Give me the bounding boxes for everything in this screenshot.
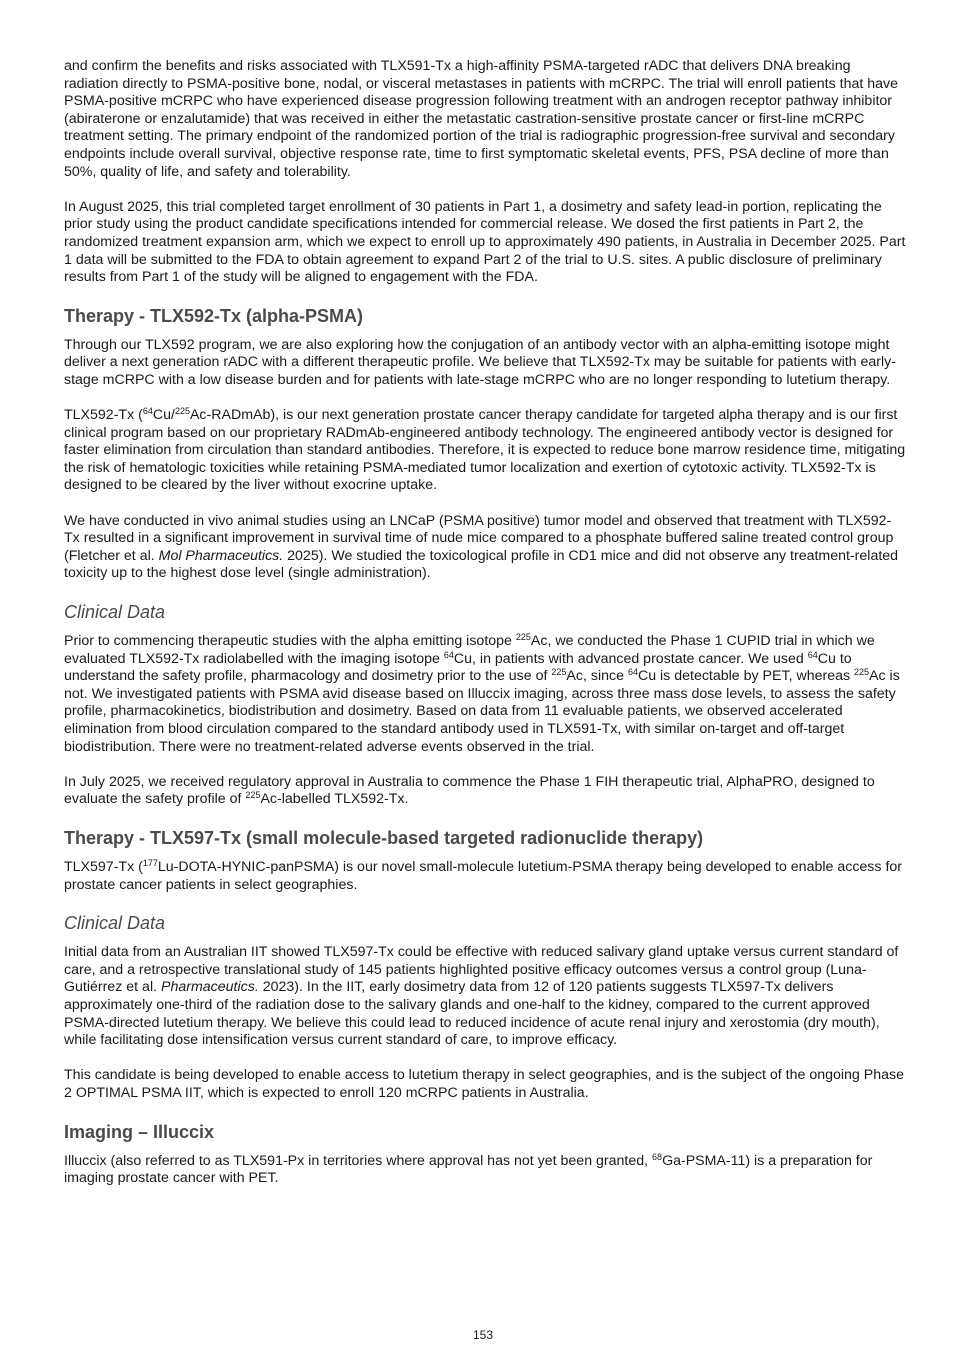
document-body — [64, 58, 906, 1188]
heading-clinical-data-tlx597: Clinical Data — [64, 913, 166, 934]
paragraph-animal-studies: We have conducted in vivo animal studies using an LNCaP (PSMA positive) tumor model and observed that treatment with TLX592-Tx resulted in a significant improvement in survival time of nude mice compared to a phosphate buffered saline treated control group (Fletcher et al. Mol Pharmaceutics. 2025). We studied the toxicological profile in CD1 mice and did not observe any treatment-related toxicity up to the highest dose level (single administration). — [64, 512, 899, 582]
paragraph-australian-iit: Initial data from an Australian IIT showed TLX597-Tx could be effective with reduced salivary gland uptake versus current standard of care, and a retrospective translational study of 145 patients highlighted positive efficacy outcomes versus a control group (Luna-Gutiérrez et al. Pharmaceutics. 2023). In the IIT, early dosimetry data from 12 of 120 patients suggests TLX597-Tx delivers approximately one-third of the radiation dose to the salivary glands and one-half to the kidney, compared to the current approved PSMA-directed lutetium therapy. We believe this could lead to reduced incidence of acute renal injury and xerostomia (dry mouth), while facilitating dose intensification versus current standard of care, to improve efficacy. — [64, 944, 899, 1049]
paragraph-enrollment-update: In August 2025, this trial completed target enrollment of 30 patients in Part 1, a dosimetry and safety lead-in portion, replicating the prior study using the product candidate specifications intended for commercial release. We dosed the first patients in Part 2, the randomized treatment expansion arm, which we expect to enroll up to approximately 490 patients, in Australia in December 2025. Part 1 data will be submitted to the FDA to obtain agreement to expand Part 2 of the trial to U.S. sites. A public disclosure of preliminary results from Part 1 of the study will be aligned to engagement with the FDA. — [64, 198, 906, 286]
paragraph-tlx592-description: TLX592-Tx ($^{64}$Cu/$^{225}$Ac-RADmAb), is our next generation prostate cancer therapy candidate for targeted alpha therapy and is our first clinical program based on our proprietary RADmAb-engineered antibody technology. The engineered antibody vector is designed for faster elimination from circulation than standard antibodies. Therefore, it is expected to reduce bone marrow residence time, mitigating the risk of hematologic toxicities while retaining PSMA-mediated tumor localization and exertion of cytotoxic activity. TLX592-Tx is designed to be cleared by the liver without exocrine uptake. — [64, 406, 906, 494]
heading-therapy-tlx592: Therapy - TLX592-Tx (alpha-PSMA) — [64, 305, 364, 326]
paragraph-illuccix-description: Illuccix (also referred to as TLX591-Px in territories where approval has not yet been granted, $^{68}$Ga-PSMA-11) is a preparation for imaging prostate cancer with PET. — [64, 1151, 873, 1187]
heading-imaging-illuccix: Imaging – Illuccix — [64, 1121, 215, 1142]
paragraph-tlx597-description: TLX597-Tx ($^{177}$Lu-DOTA-HYNIC-panPSMA) is our novel small-molecule lutetium-PSMA therapy being developed to enable access for prostate cancer patients in select geographies. — [64, 857, 902, 893]
paragraph-optimal-psma: This candidate is being developed to enable access to lutetium therapy in select geographies, and is the subject of the ongoing Phase 2 OPTIMAL PSMA IIT, which is expected to enroll 120 mCRPC patients in Australia. — [64, 1067, 904, 1101]
paragraph-cupid-trial: Prior to commencing therapeutic studies with the alpha emitting isotope $^{225}$Ac, we conducted the Phase 1 CUPID trial in which we evaluated TLX592-Tx radiolabelled with the imaging isotope $^{64}$Cu, in patients with advanced prostate cancer. We used $^{64}$Cu to understand the safety profile, pharmacology and dosimetry prior to the use of $^{225}$Ac, since $^{64}$Cu is detectable by PET, whereas $^{225}$Ac is not. We investigated patients with PSMA avid disease based on Illuccix imaging, across three mass dose levels, to assess the safety profile, pharmacokinetics, biodistribution and dosimetry. Based on data from 11 evaluable patients, we observed accelerated elimination from blood circulation compared to the standard antibody used in TLX591-Tx, with similar on-target and off-target biodistribution. There were no treatment-related adverse events observed in the trial. — [64, 632, 900, 755]
heading-therapy-tlx597: Therapy - TLX597-Tx (small molecule-based targeted radionuclide therapy) — [64, 827, 704, 848]
paragraph-alphapro-approval: In July 2025, we received regulatory approval in Australia to commence the Phase 1 FIH therapeutic trial, AlphaPRO, designed to evaluate the safety profile of $^{225}$Ac-labelled TLX592-Tx. — [64, 773, 875, 808]
page-number: 153 — [472, 1328, 494, 1342]
paragraph-tlx591-trial: and confirm the benefits and risks associated with TLX591-Tx a high-affinity PSMA-targeted rADC that delivers DNA breaking radiation directly to PSMA-positive bone, nodal, or visceral metastases in patients with mCRPC. The trial will enroll patients that have PSMA-positive mCRPC who have experienced disease progression following treatment with an androgen receptor pathway inhibitor (abiraterone or enzalutamide) that was received in either the metastatic castration-sensitive prostate cancer or first-line mCRPC treatment setting. The primary endpoint of the randomized portion of the trial is radiographic progression-free survival and secondary endpoints include overall survival, objective response rate, time to first symptomatic skeletal events, PFS, PSA decline of more than 50%, quality of life, and safety and tolerability. — [64, 58, 899, 180]
paragraph-tlx592-program: Through our TLX592 program, we are also exploring how the conjugation of an antibody vector with an alpha-emitting isotope might deliver a next generation rADC with a different therapeutic profile. We believe that TLX592-Tx may be suitable for patients with early-stage mCRPC with a low disease burden and for patients with late-stage mCRPC who are no longer responding to lutetium therapy. — [64, 336, 896, 388]
heading-clinical-data-tlx592: Clinical Data — [64, 602, 166, 623]
